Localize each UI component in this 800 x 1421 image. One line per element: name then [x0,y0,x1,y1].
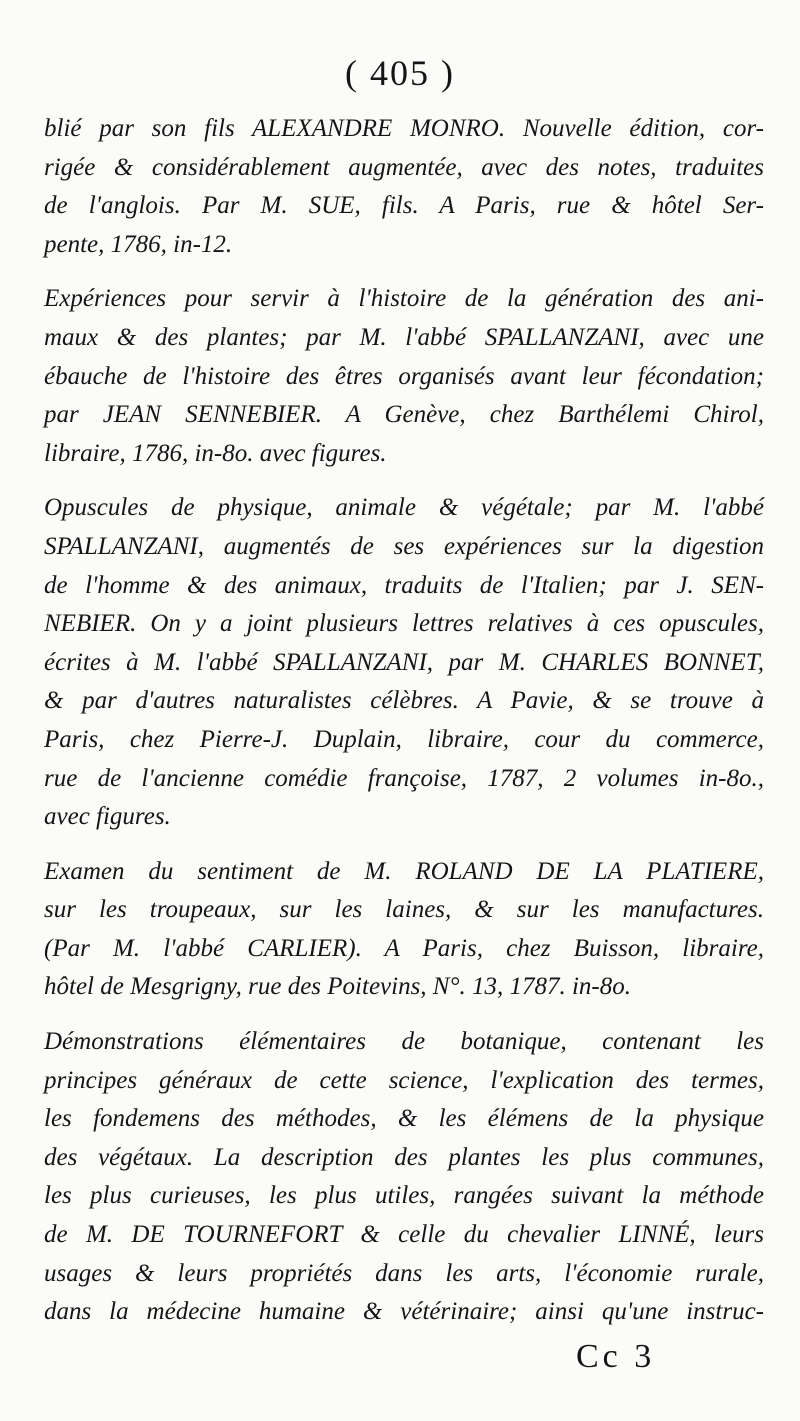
text-line: de M. DE TOURNEFORT & celle du chevalier LINNÉ, leurs [44,1221,764,1249]
text-line: blié par son fils ALEXANDRE MONRO. Nouvelle édition, cor- [44,115,764,142]
text-line: par JEAN SENNEBIER. A Genève, chez Barthélemi Chirol, [44,401,764,429]
text-line: des végétaux. La description des plantes les plus communes, [44,1143,764,1171]
signature-mark: Cc 3 [576,1338,656,1375]
entry-experiences [44,280,764,473]
text-line: dans la médecine humaine & vétérinaire; ainsi qu'une instruc- [44,1298,764,1326]
text-line: avec figures. [44,803,171,831]
text-line: NEBIER. On y a joint plusieurs lettres relatives à ces opuscules, [44,610,764,638]
entry-monro [44,110,764,264]
entry-examen [44,853,764,1007]
text-line: rue de l'ancienne comédie françoise, 1787, 2 volumes in-8o., [44,764,764,792]
text-line: hôtel de Mesgrigny, rue des Poitevins, N°. 13, 1787. in-8o. [44,973,631,1001]
text-line: pente, 1786, in-12. [44,230,233,258]
text-line: les fondemens des méthodes, & les élémens de la physique [44,1105,764,1133]
entry-opuscules [44,489,764,836]
text-line: maux & des plantes; par M. l'abbé SPALLANZANI, avec une [44,323,764,351]
text-line: usages & leurs propriétés dans les arts, l'économie rurale, [44,1259,764,1287]
text-line: libraire, 1786, in-8o. avec figures. [44,439,387,467]
text-line: de l'homme & des animaux, traduits de l'Italien; par J. SEN- [44,571,764,599]
text-line: Opuscules de physique, animale & végétale; par M. l'abbé [44,494,764,522]
text-line: écrites à M. l'abbé SPALLANZANI, par M. CHARLES BONNET, [44,648,764,676]
text-line: Paris, chez Pierre-J. Duplain, libraire, cour du commerce, [44,725,764,753]
text-line: rigée & considérablement augmentée, avec des notes, traduites [44,153,764,181]
text-line: SPALLANZANI, augmentés de ses expériences sur la digestion [44,532,764,560]
text-line: les plus curieuses, les plus utiles, rangées suivant la méthode [44,1182,764,1210]
text-line: principes généraux de cette science, l'explication des termes, [44,1066,764,1094]
text-line: ébauche de l'histoire des êtres organisés avant leur fécondation; [44,362,764,390]
text-line: (Par M. l'abbé CARLIER). A Paris, chez Buisson, libraire, [44,934,764,962]
text-line: Démonstrations élémentaires de botanique, contenant les [44,1028,764,1056]
text-line: & par d'autres naturalistes célèbres. A Pavie, & se trouve à [44,687,764,715]
entry-demonstrations [44,1023,764,1332]
text-line: de l'anglois. Par M. SUE, fils. A Paris, rue & hôtel Ser- [44,192,764,220]
text-line: Examen du sentiment de M. ROLAND DE LA PLATIERE, [44,857,764,885]
text-line: Expériences pour servir à l'histoire de la génération des ani- [44,285,764,313]
bibliography-text [44,110,764,1348]
page-number: ( 405 ) [345,53,455,93]
text-line: sur les troupeaux, sur les laines, & sur les manufactures. [44,896,764,924]
